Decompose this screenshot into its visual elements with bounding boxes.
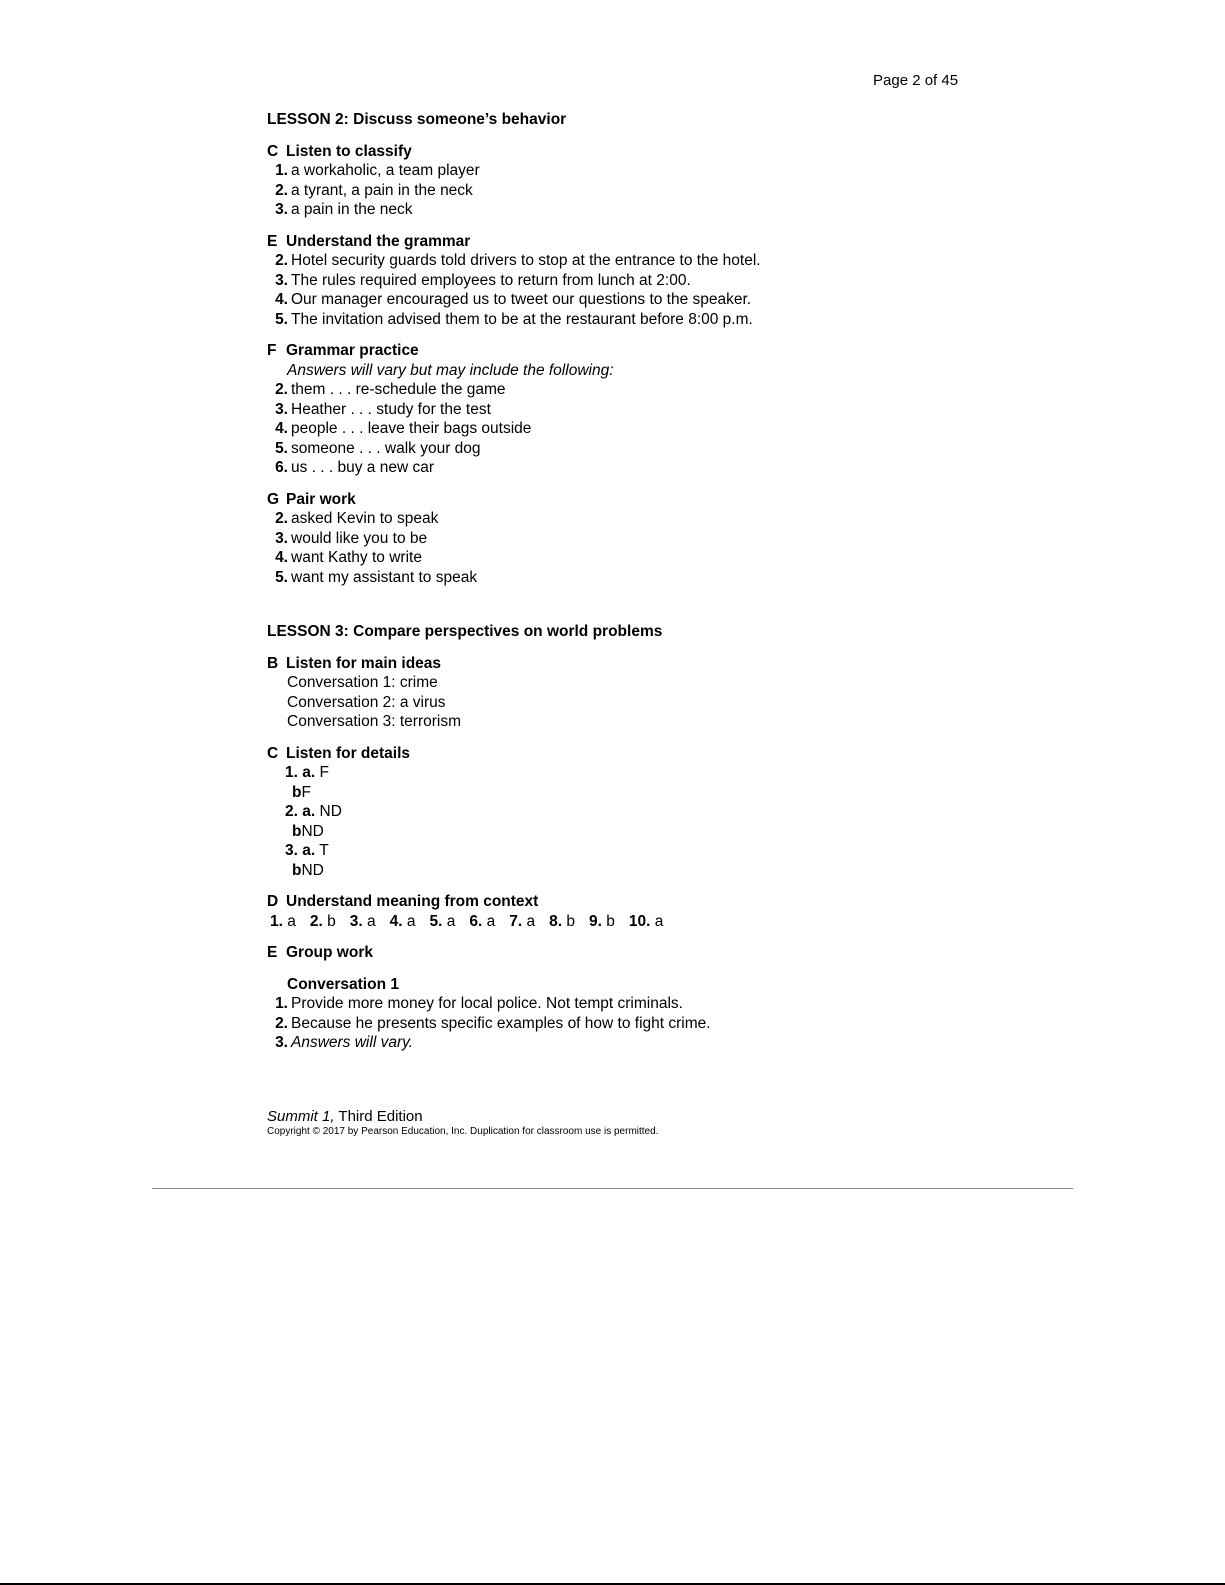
answer-item: 8. b [549,912,575,930]
list-item: 2. Because he presents specific examples of how to fight crime. [275,1014,711,1032]
answer-key-content [267,110,967,1053]
l2-section-f [267,341,967,478]
section-title: E Understand the grammar [267,232,471,250]
answer-item: 7. a [509,912,536,930]
list-item: 3. would like you to be [275,529,428,547]
list-item: 3. Heather . . . study for the test [275,400,491,418]
list-item: 2. a tyrant, a pain in the neck [275,181,473,199]
list-item: 1. a workaholic, a team player [275,162,480,179]
page-divider [152,1188,1073,1189]
l3-section-c [267,744,967,881]
l3-section-e [267,943,967,1053]
section-title: G Pair work [267,490,356,508]
detail-row: 1. a. F [285,764,329,781]
detail-row: 3. a. T [285,842,329,859]
list-item: 2. asked Kevin to speak [275,510,439,527]
section-title: C Listen for details [267,744,411,762]
l3-section-b [267,654,967,732]
list-item: Conversation 3: terrorism [287,713,462,730]
l2-section-g [267,490,967,588]
answer-item: 9. b [589,912,615,930]
lesson-2-title: LESSON 2: Discuss someone’s behavior [267,111,567,128]
answer-item: 3. a [349,912,376,930]
page-number: Page 2 of 45 [873,72,959,89]
list-item: 4. people . . . leave their bags outside [275,420,532,437]
list-item: 5. someone . . . walk your dog [275,439,481,457]
answer-row [267,912,967,932]
list-item: 5. want my assistant to speak [275,568,478,586]
footer [267,1108,658,1137]
list-item: 3. Answers will vary. [275,1034,414,1051]
answer-item: 10. a [628,912,664,930]
answer-item: 6. a [469,912,496,930]
l3-section-d [267,892,967,931]
list-item: 4. Our manager encouraged us to tweet our questions to the speaker. [275,291,752,308]
answer-item: 1. a [270,912,296,930]
l2-section-e [267,232,967,330]
copyright: Copyright © 2017 by Pearson Education, Inc. Duplication for classroom use is permitted. [267,1126,659,1137]
answer-item: 4. a [389,912,416,930]
list-item: 1. Provide more money for local police. Not tempt criminals. [275,995,683,1012]
answer-item: 2. b [309,912,336,930]
list-item: 3. a pain in the neck [275,201,413,218]
list-item: 4. want Kathy to write [275,549,422,566]
section-title: F Grammar practice [267,342,419,359]
section-title: B Listen for main ideas [267,654,442,672]
section-title: E Group work [267,944,373,961]
detail-row: 2. a. ND [285,803,342,820]
detail-row: bF [292,783,311,801]
answer-item: 5. a [429,912,456,930]
detail-row: bND [292,861,324,879]
subtitle: Conversation 1 [287,975,399,993]
l2-section-c [267,142,967,220]
list-item: 5. The invitation advised them to be at the restaurant before 8:00 p.m. [275,310,753,328]
section-title: C Listen to classify [267,142,412,160]
list-item: 6. us . . . buy a new car [275,459,435,476]
list-item: Conversation 1: crime [287,674,438,691]
detail-row: bND [292,822,324,840]
list-item: Conversation 2: a virus [287,693,446,711]
section-title: D Understand meaning from context [267,893,539,910]
note: Answers will vary but may include the following: [287,361,614,379]
list-item: 3. The rules required employees to return from lunch at 2:00. [275,271,691,289]
list-item: 2. them . . . re-schedule the game [275,381,506,398]
lesson-3-title: LESSON 3: Compare perspectives on world problems [267,623,663,640]
list-item: 2. Hotel security guards told drivers to stop at the entrance to the hotel. [275,252,761,269]
edition-line: Summit 1, Third Edition [267,1108,423,1125]
